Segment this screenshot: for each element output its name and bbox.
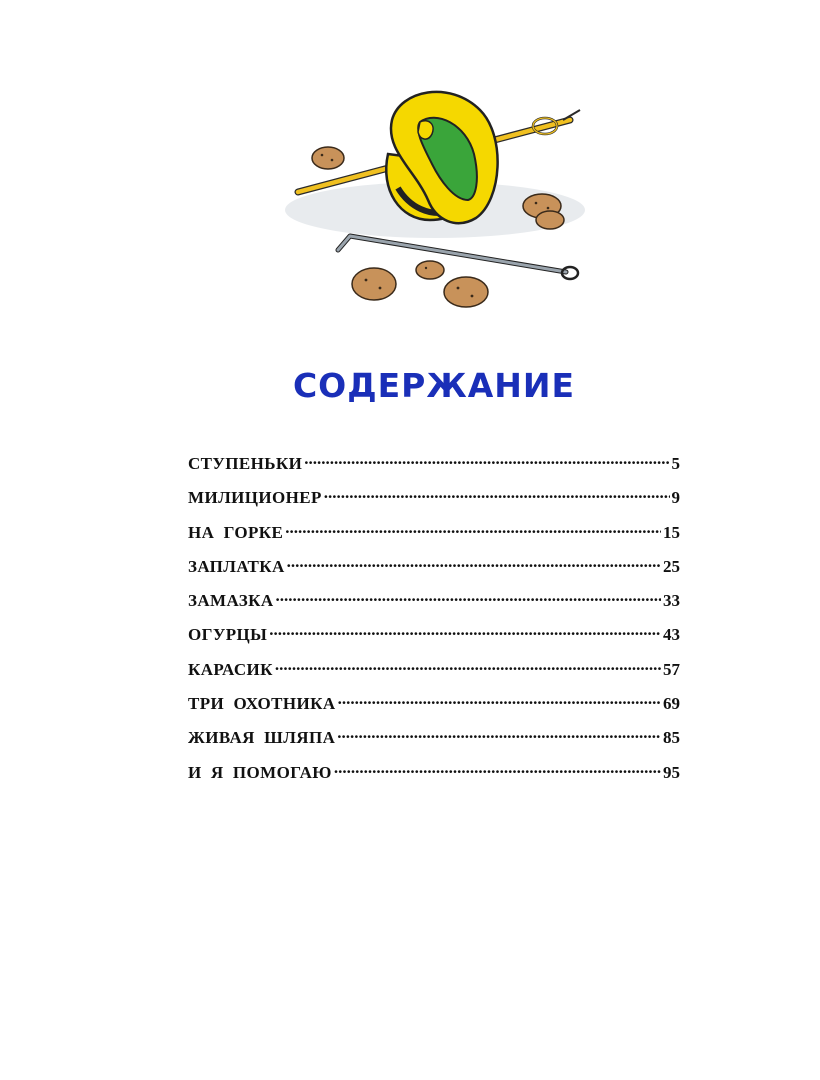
dot-leader xyxy=(285,521,661,538)
contents-heading: СОДЕРЖАНИЕ xyxy=(292,366,576,405)
toc-entry-title: ЖИВАЯ ШЛЯПА xyxy=(188,728,336,748)
dot-leader xyxy=(269,623,661,640)
potato-icon xyxy=(416,261,444,279)
dot-leader xyxy=(337,726,661,743)
toc-entry[interactable] xyxy=(188,452,680,486)
dot-leader xyxy=(276,589,661,606)
dot-leader xyxy=(304,452,669,469)
toc-entry[interactable] xyxy=(188,521,680,555)
toc-entry-page: 85 xyxy=(663,728,680,748)
toc-entry[interactable] xyxy=(188,589,680,623)
yellow-hat-icon xyxy=(386,92,497,223)
toc-entry-title: ЗАПЛАТКА xyxy=(188,556,285,576)
toc-entry-page: 9 xyxy=(671,488,680,508)
toc-entry-title: СТУПЕНЬКИ xyxy=(188,454,303,473)
toc-entry-page: 33 xyxy=(663,591,680,611)
dot-leader xyxy=(334,761,661,778)
potato-icon xyxy=(444,277,488,307)
toc-entry-title: МИЛИЦИОНЕР xyxy=(188,488,322,508)
toc-entry-page: 57 xyxy=(663,659,680,679)
toc-entry-title: ТРИ ОХОТНИКА xyxy=(188,694,336,714)
toc-entry[interactable] xyxy=(188,623,680,657)
table-of-contents xyxy=(188,452,680,795)
toc-entry-page: 95 xyxy=(663,762,680,782)
toc-entry[interactable] xyxy=(188,555,680,589)
toc-entry-page: 69 xyxy=(663,694,680,714)
toc-entry-title: ЗАМАЗКА xyxy=(188,591,274,611)
hat-and-potatoes-illustration xyxy=(270,70,610,330)
dot-leader xyxy=(324,486,670,503)
toc-entry-title: НА ГОРКЕ xyxy=(188,522,284,542)
toc-entry-page: 5 xyxy=(671,454,680,473)
toc-entry-page: 43 xyxy=(663,625,680,645)
toc-entry[interactable] xyxy=(188,726,680,760)
potato-icon xyxy=(312,147,344,169)
dot-leader xyxy=(287,555,661,572)
toc-entry[interactable] xyxy=(188,761,680,795)
toc-entry-page: 25 xyxy=(663,556,680,576)
toc-entry-page: 15 xyxy=(663,522,680,542)
dot-leader xyxy=(275,658,661,675)
dot-leader xyxy=(338,692,661,709)
toc-entry[interactable] xyxy=(188,692,680,726)
toc-entry[interactable] xyxy=(188,486,680,520)
toc-entry[interactable] xyxy=(188,658,680,692)
potato-icon xyxy=(352,268,396,300)
toc-entry-title: КАРАСИК xyxy=(188,659,273,679)
toc-entry-title: И Я ПОМОГАЮ xyxy=(188,762,332,782)
toc-entry-title: ОГУРЦЫ xyxy=(188,625,268,645)
